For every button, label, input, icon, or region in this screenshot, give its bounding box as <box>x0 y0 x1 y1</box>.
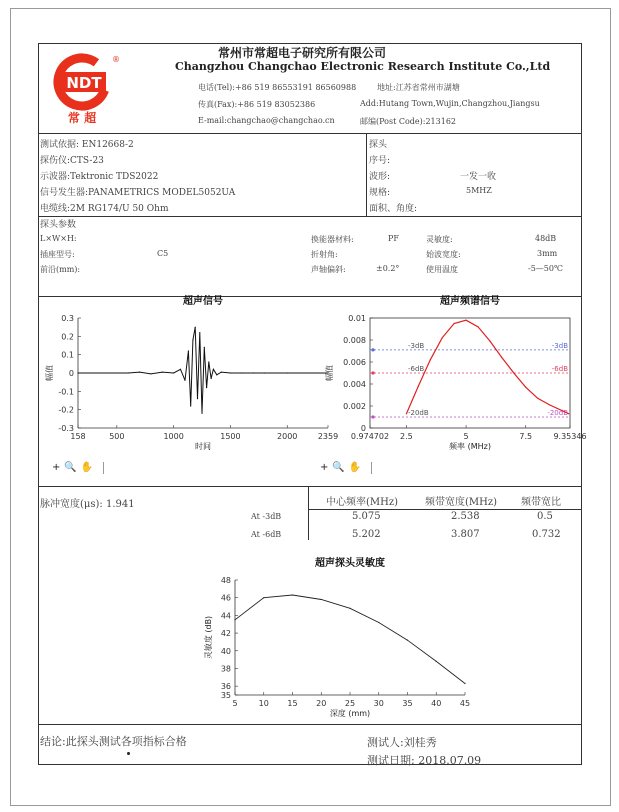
hand-icon[interactable]: ✋ <box>348 462 362 473</box>
serial-label: 序号: <box>369 156 391 166</box>
divider <box>39 486 581 487</box>
chart-title: 超声频谱信号 <box>440 296 500 307</box>
x-tick-label: 5 <box>232 699 238 708</box>
y-tick-label: -0.2 <box>58 405 74 415</box>
company-fax: 传真(Fax):+86 519 83052386 <box>198 100 316 109</box>
probe-params-header: 探头参数 <box>40 220 77 230</box>
waveform-label: 波形: <box>369 172 391 182</box>
socket-label: 插座型号: <box>40 250 75 259</box>
row-3db-ratio: 0.5 <box>537 511 553 522</box>
reference-label-right: -6dB <box>551 365 568 373</box>
x-axis-label: 时间 <box>195 442 211 451</box>
logo-text: NDT <box>66 74 102 92</box>
data-point <box>188 350 189 351</box>
zoom-icon[interactable]: 🔍 <box>332 462 345 473</box>
y-tick-label: 0 <box>68 369 74 378</box>
data-point <box>173 372 174 373</box>
data-point <box>253 372 254 373</box>
sensitivity-label: 灵敏度: <box>426 235 453 244</box>
row-6db-bandwidth: 3.807 <box>451 529 480 540</box>
y-tick-label: 0.1 <box>61 350 74 360</box>
divider <box>39 133 581 134</box>
data-point <box>525 387 526 388</box>
y-tick-label: 0 <box>360 424 366 433</box>
data-point <box>201 413 202 414</box>
divider <box>308 486 309 540</box>
y-tick-label: 0.006 <box>343 358 366 367</box>
front-label: 前沿(mm): <box>40 265 81 274</box>
company-address-en: Add:Hutang Town,Wujin,Changzhou,Jiangsu <box>360 99 540 108</box>
data-series-line <box>406 320 568 414</box>
x-tick-label: 35 <box>402 699 413 708</box>
sensitivity-chart <box>195 555 495 725</box>
reference-marker <box>371 348 374 351</box>
temp-value: -5—50℃ <box>528 264 563 273</box>
data-point <box>204 347 205 348</box>
data-point <box>216 374 217 375</box>
y-tick-label: 36 <box>220 682 231 692</box>
data-point <box>568 413 569 414</box>
data-point <box>489 341 490 342</box>
row-3db-bandwidth: 2.538 <box>451 511 480 522</box>
data-point <box>192 339 193 340</box>
transducer-label: 换能器材料: <box>311 235 354 244</box>
data-point <box>549 404 550 405</box>
x-axis-label: 频率 (MHz) <box>449 442 491 451</box>
x-tick-label: 0.974702 <box>350 432 390 441</box>
divider <box>308 509 581 510</box>
data-point <box>465 320 466 321</box>
zoom-icon[interactable]: 🔍 <box>64 462 77 473</box>
divider <box>366 133 367 216</box>
col-ratio: 频带宽比 <box>521 497 561 508</box>
data-point <box>464 683 465 684</box>
cable: 电缆线:2M RG174/U 50 Ohm <box>40 204 169 214</box>
data-point <box>321 599 322 600</box>
chart-title: 超声探头灵敏度 <box>315 558 385 569</box>
data-point <box>442 337 443 338</box>
col-center-frequency: 中心频率(MHz) <box>326 497 399 508</box>
company-name-cn: 常州市常超电子研究所有限公司 <box>218 46 387 60</box>
conclusion: 结论:此探头测试各项指标合格 <box>40 735 187 748</box>
waveform-value: 一发一收 <box>460 172 497 182</box>
y-tick-label: -0.3 <box>58 424 74 433</box>
data-point <box>407 640 408 641</box>
pan-plus-icon[interactable]: + <box>320 462 329 473</box>
x-tick-label: 2.5 <box>400 432 413 441</box>
y-tick-label: 0.01 <box>348 314 366 323</box>
x-axis-label: 深度 (mm) <box>329 709 371 718</box>
row-6db-center: 5.202 <box>352 529 381 540</box>
x-tick-label: 5 <box>463 432 469 441</box>
data-point <box>211 378 212 379</box>
y-tick-label: 0.3 <box>61 314 74 323</box>
y-tick-label: 40 <box>220 646 231 656</box>
pan-plus-icon[interactable]: + <box>52 462 61 473</box>
company-address-cn: 地址:江苏省常州市湖塘 <box>377 83 460 92</box>
flaw-detector: 探伤仪:CTS-23 <box>40 156 104 166</box>
x-tick-label: 7.5 <box>519 432 533 441</box>
x-tick-label: 20 <box>316 699 327 708</box>
row-3db-center: 5.075 <box>352 511 381 522</box>
data-point <box>477 326 478 327</box>
y-tick-label: 0.004 <box>343 380 366 389</box>
logo-cn: 常 超 <box>67 111 97 125</box>
test-basis: 测试依据: EN12668-2 <box>40 140 134 150</box>
x-tick-label: 40 <box>431 699 442 708</box>
data-point <box>430 359 431 360</box>
data-point <box>206 387 207 388</box>
temp-label: 使用温度 <box>426 265 458 274</box>
data-point <box>292 594 293 595</box>
x-tick-label: 30 <box>373 699 384 708</box>
tester: 测试人:刘桂秀 <box>367 736 437 749</box>
x-tick-label: 15 <box>287 699 298 708</box>
signal-generator: 信号发生器:PANAMETRICS MODEL5052UA <box>40 188 236 198</box>
reference-label-left: -3dB <box>408 341 425 350</box>
x-tick-label: 1500 <box>220 432 241 441</box>
x-tick-label: 45 <box>459 699 471 708</box>
toolbar-separator <box>371 462 372 474</box>
deviation-value: ±0.2° <box>376 264 400 273</box>
chart-title: 超声信号 <box>183 296 223 307</box>
data-point <box>263 597 264 598</box>
x-tick-label: 2359 <box>317 432 339 441</box>
y-tick-label: 0.002 <box>343 402 366 411</box>
data-point <box>184 380 185 381</box>
registered-mark: ® <box>112 55 120 64</box>
data-point <box>537 398 538 399</box>
data-point <box>230 372 231 373</box>
probe-label: 探头 <box>369 140 388 150</box>
left-chart-toolbar <box>52 462 104 474</box>
data-point <box>162 371 163 372</box>
reference-label-left: -6dB <box>408 365 425 373</box>
data-point <box>454 323 455 324</box>
y-tick-label: 0.008 <box>343 336 366 345</box>
y-axis-label: 灵敏度 (dB) <box>204 615 213 660</box>
data-point <box>208 361 209 362</box>
row-6db-ratio: 0.732 <box>532 529 561 540</box>
x-tick-label: 10 <box>258 699 269 708</box>
data-series-line <box>78 327 328 413</box>
area-label: 面积、角度: <box>369 204 418 214</box>
data-point <box>128 372 129 373</box>
refraction-label: 折射角: <box>311 250 338 259</box>
socket-value: C5 <box>157 249 169 258</box>
y-tick-label: 44 <box>220 611 231 621</box>
reference-label-right: -3dB <box>551 341 568 350</box>
reference-marker <box>371 415 374 418</box>
x-tick-label: 9.35346 <box>553 432 587 441</box>
y-tick-label: 48 <box>220 576 231 585</box>
pulse-width: 脉冲宽度(μs): 1.941 <box>40 499 135 510</box>
x-tick-label: 2000 <box>277 432 298 441</box>
data-point <box>199 332 200 333</box>
reference-label-left: -20dB <box>408 409 429 417</box>
toolbar-separator <box>103 462 104 474</box>
y-axis-label: 幅值 <box>325 365 334 381</box>
dot-mark <box>127 752 130 755</box>
data-point <box>241 372 242 373</box>
company-name-en: Changzhou Changchao Electronic Research Institute Co.,Ltd <box>175 60 551 73</box>
data-point <box>406 413 407 414</box>
resolution-value: 3mm <box>537 249 558 258</box>
divider <box>39 216 581 217</box>
company-postcode: 邮编(Post Code):213162 <box>360 117 457 126</box>
data-point <box>349 608 350 609</box>
deviation-label: 声轴偏斜: <box>311 265 346 274</box>
y-tick-label: 38 <box>220 664 231 674</box>
data-point <box>501 357 502 358</box>
test-date: 测试日期: 2018.07.09 <box>367 754 482 767</box>
spec-label: 规格: <box>369 188 391 198</box>
sensitivity-value: 48dB <box>535 234 557 243</box>
company-email: E-mail:changchao@changchao.cn <box>198 116 335 125</box>
reference-label-right: -20dB <box>547 409 568 417</box>
x-tick-label: 1000 <box>163 432 184 441</box>
data-point <box>234 619 235 620</box>
spec-value: 5MHZ <box>466 186 492 195</box>
data-point <box>213 369 214 370</box>
company-tel: 电话(Tel):+86 519 86553191 86560988 <box>198 83 357 92</box>
data-point <box>150 373 151 374</box>
data-point <box>190 405 191 406</box>
hand-icon[interactable]: ✋ <box>80 462 94 473</box>
data-point <box>180 369 181 370</box>
reference-marker <box>371 371 374 374</box>
y-tick-label: -0.1 <box>58 387 74 397</box>
data-point <box>264 372 265 373</box>
col-bandwidth: 频带宽度(MHz) <box>425 497 498 508</box>
row-3db-label: At -3dB <box>251 512 282 521</box>
data-point <box>436 661 437 662</box>
resolution-label: 始波宽度: <box>426 250 461 259</box>
data-point <box>378 622 379 623</box>
lwh-label: L×W×H: <box>40 234 77 243</box>
data-point <box>139 371 140 372</box>
row-6db-label: At -6dB <box>251 530 282 539</box>
data-point <box>221 371 222 372</box>
transducer-value: PF <box>388 234 399 243</box>
data-point <box>513 372 514 373</box>
x-tick-label: 25 <box>344 699 356 708</box>
x-tick-label: 158 <box>70 432 86 441</box>
y-axis-label: 幅值 <box>45 365 54 381</box>
y-tick-label: 0.2 <box>61 332 74 342</box>
right-chart-toolbar <box>320 462 372 474</box>
data-point <box>197 398 198 399</box>
data-point <box>77 372 78 373</box>
y-tick-label: 42 <box>220 629 231 639</box>
data-point <box>418 386 419 387</box>
data-point <box>195 327 196 328</box>
y-tick-label: 35 <box>220 691 231 700</box>
oscilloscope: 示波器:Tektronic TDS2022 <box>40 172 159 182</box>
data-point <box>287 372 288 373</box>
ultrasonic-signal-chart <box>40 293 340 455</box>
x-tick-label: 500 <box>109 432 125 441</box>
spectrum-chart <box>318 293 587 455</box>
y-tick-label: 46 <box>220 593 231 603</box>
